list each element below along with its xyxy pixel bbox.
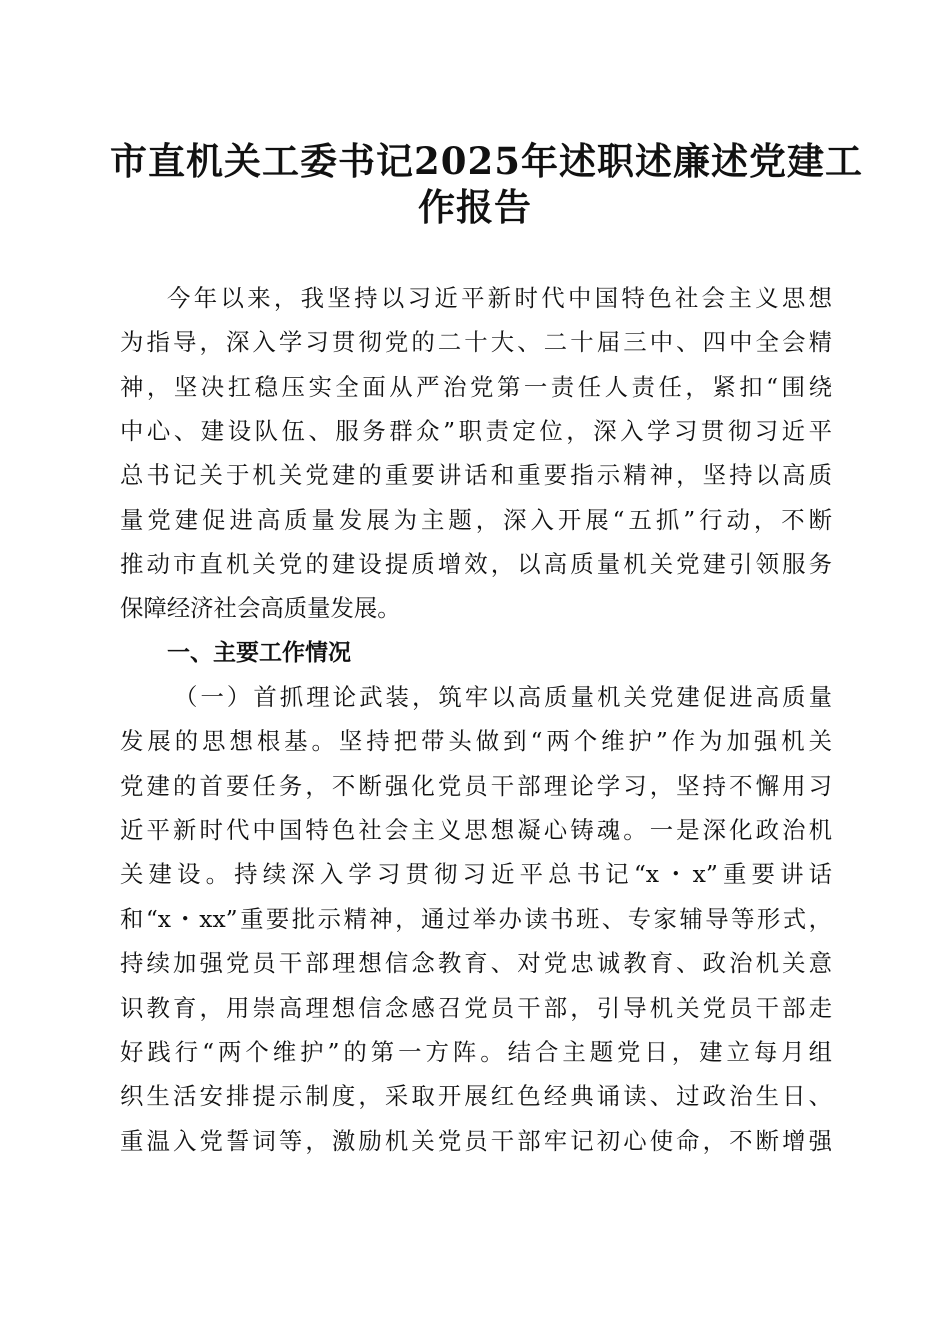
paragraph-line: 中心、建设队伍、服务群众”职责定位，深入学习贯彻习近平 (120, 417, 832, 446)
paragraph-line: 好践行“两个维护”的第一方阵。结合主题党日，建立每月组 (120, 1037, 832, 1066)
paragraph-line: 保障经济社会高质量发展。 (120, 594, 401, 623)
paragraph-line: 量党建促进高质量发展为主题，深入开展“五抓”行动，不断 (120, 505, 832, 534)
paragraph-line: 持续加强党员干部理想信念教育、对党忠诚教育、政治机关意 (120, 949, 832, 978)
paragraph-line: 识教育，用崇高理想信念感召党员干部，引导机关党员干部走 (120, 993, 832, 1022)
document-title (110, 138, 863, 230)
paragraph-line: 今年以来，我坚持以习近平新时代中国特色社会主义思想 (167, 284, 832, 312)
paragraph-line: 总书记关于机关党建的重要讲话和重要指示精神，坚持以高质 (120, 461, 832, 490)
paragraph-line: 近平新时代中国特色社会主义思想凝心铸魂。一是深化政治机 (120, 816, 832, 845)
paragraph-line: （一）首抓理论武装，筑牢以高质量机关党建促进高质量 (174, 683, 832, 712)
section-heading: 一、主要工作情况 (167, 639, 351, 666)
paragraph-line: 党建的首要任务，不断强化党员干部理论学习，坚持不懈用习 (120, 771, 832, 800)
paragraph-line: 和“x・xx”重要批示精神，通过举办读书班、专家辅导等形式， (120, 904, 832, 933)
paragraph-line: 织生活安排提示制度，采取开展红色经典诵读、过政治生日、 (120, 1082, 832, 1111)
document-body (120, 276, 832, 1163)
paragraph-line: 神，坚决扛稳压实全面从严治党第一责任人责任，紧扣“围绕 (120, 372, 832, 401)
paragraph-line: 发展的思想根基。坚持把带头做到“两个维护”作为加强机关 (120, 727, 832, 756)
paragraph-line: 重温入党誓词等，激励机关党员干部牢记初心使命，不断增强 (120, 1126, 832, 1155)
paragraph-line: 关建设。持续深入学习贯彻习近平总书记“x・x”重要讲话 (120, 860, 833, 889)
title-line: 作报告 (418, 185, 532, 229)
title-line: 市直机关工委书记2025年述职述廉述党建工 (110, 139, 863, 183)
paragraph-line: 为指导，深入学习贯彻党的二十大、二十届三中、四中全会精 (120, 328, 832, 357)
paragraph-line: 推动市直机关党的建设提质增效，以高质量机关党建引领服务 (120, 550, 832, 579)
